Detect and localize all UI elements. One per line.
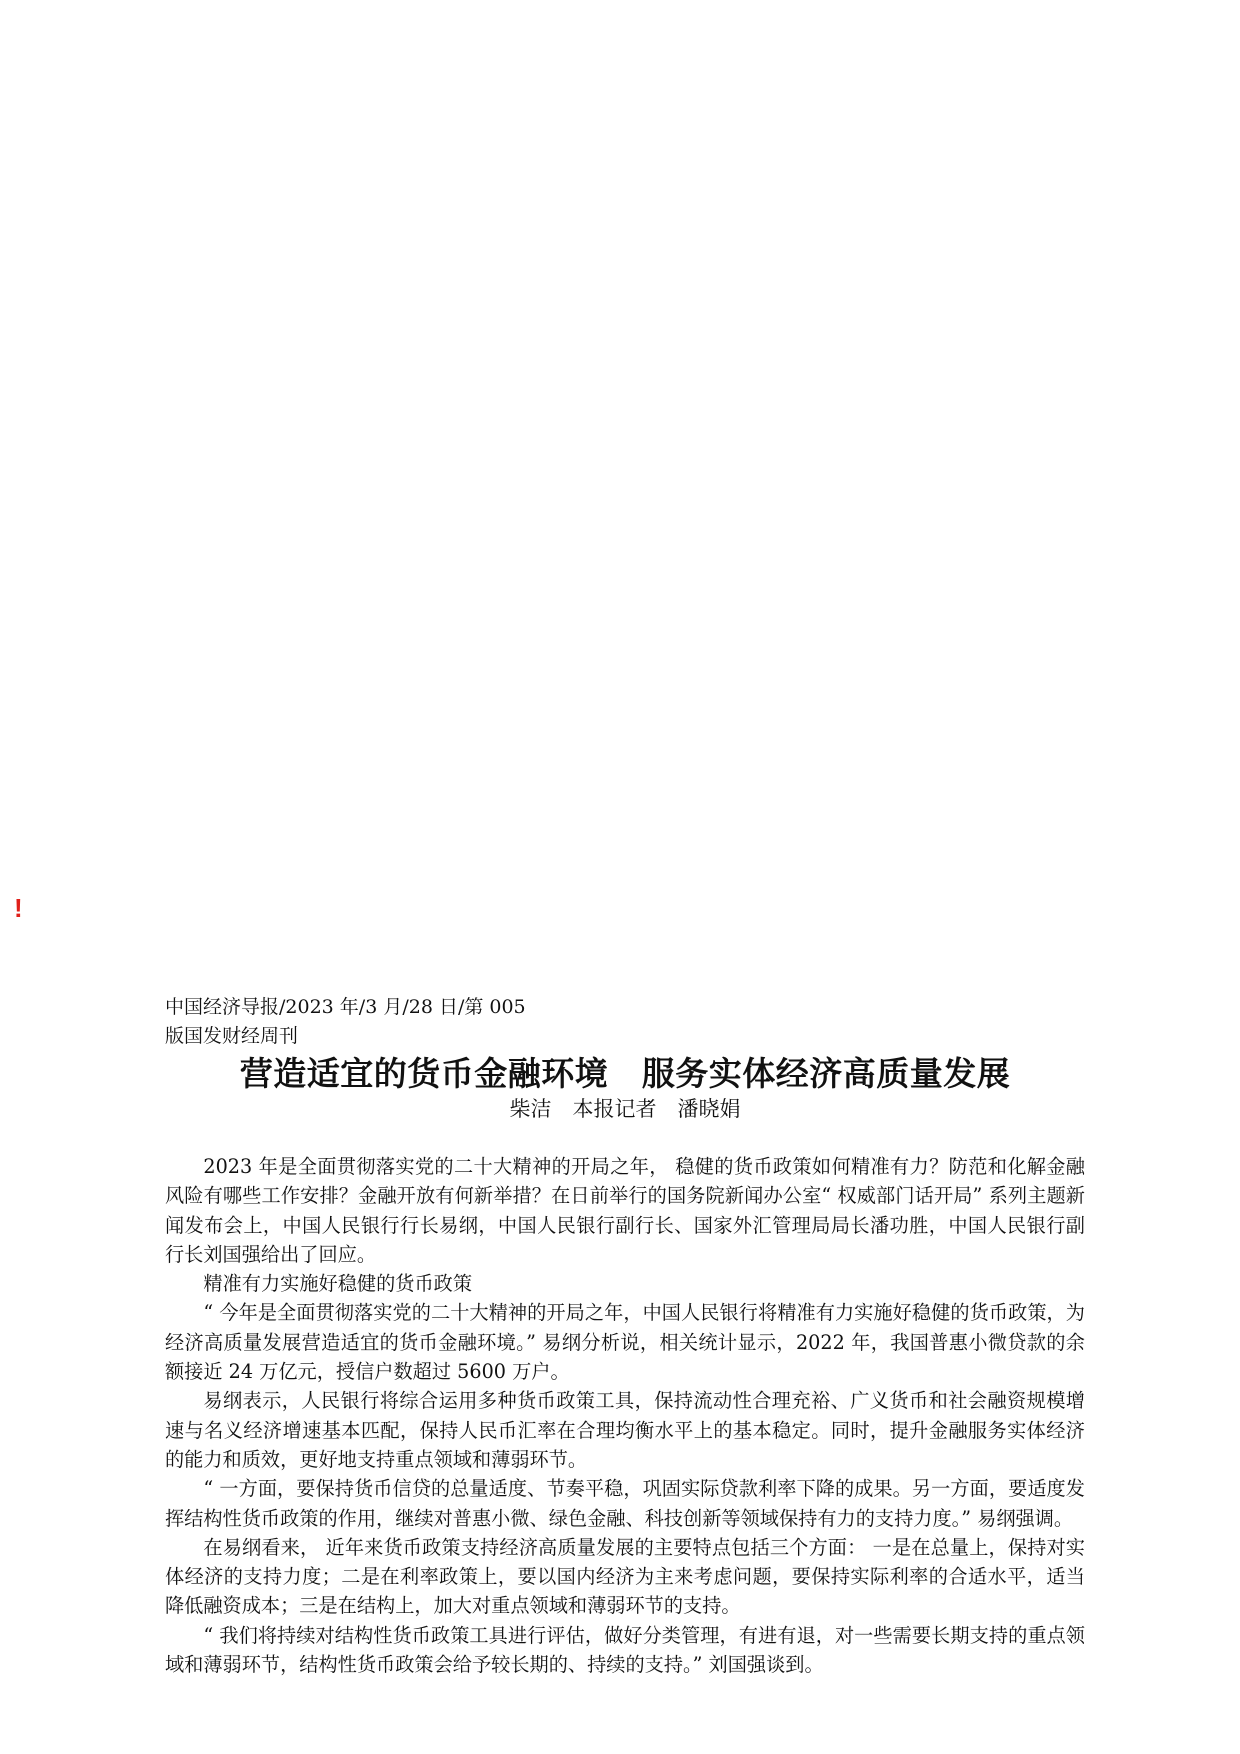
paragraph: “ 一方面，要保持货币信贷的总量适度、节奏平稳，巩固实际贷款利率下降的成果。另一方面，要适度发挥结构性货币政策的作用，继续对普惠小微、绿色金融、科技创新等领域保持有力的支持力度。” 易纲强调。 — [165, 1477, 1085, 1530]
paragraph: “ 我们将持续对结构性货币政策工具进行评估，做好分类管理，有进有退，对一些需要长期支持的重点领域和薄弱环节，结构性货币政策会给予较长期的、持续的支持。” 刘国强谈到。 — [165, 1623, 1085, 1677]
section-heading: 精准有力实施好稳健的货币政策 — [203, 1272, 473, 1296]
paragraph: “ 今年是全面贯彻落实党的二十大精神的开局之年，中国人民银行将精准有力实施好稳健的货币政策，为经济高质量发展营造适宜的货币金融环境。” 易纲分析说，相关统计显示，2022 年，我国普惠小微贷款的余额接近 24 万亿元，授信户数超过 5600 万户。 — [165, 1301, 1085, 1384]
source-line-1: 中国经济导报/2023 年/3 月/28 日/第 005 — [165, 996, 526, 1018]
paragraph: 在易纲看来， 近年来货币政策支持经济高质量发展的主要特点包括三个方面： 一是在总量上，保持对实体经济的支持力度；二是在利率政策上，要以国内经济为主来考虑问题，要保持实际利率的合适水平，适当降低融资成本；三是在结构上，加大对重点领域和薄弱环节的支持。 — [165, 1535, 1085, 1618]
paragraph-intro: 2023 年是全面贯彻落实党的二十大精神的开局之年， 稳健的货币政策如何精准有力？防范和化解金融风险有哪些工作安排？金融开放有何新举措？在日前举行的国务院新闻办公室“ 权威部门话开局” 系列主题新闻发布会上，中国人民银行行长易纲，中国人民银行副行长、国家外汇管理局局长潘功胜，中国人民银行副行长刘国强给出了回应。 — [165, 1155, 1085, 1266]
exclamation-mark: ! — [14, 893, 23, 923]
article — [165, 993, 1085, 1679]
byline: 柴洁 本报记者 潘晓娟 — [509, 1097, 741, 1121]
article-title: 营造适宜的货币金融环境 服务实体经济高质量发展 — [239, 1054, 1011, 1093]
paragraph: 易纲表示，人民银行将综合运用多种货币政策工具，保持流动性合理充裕、广义货币和社会融资规模增速与名义经济增速基本匹配，保持人民币汇率在合理均衡水平上的基本稳定。同时，提升金融服务实体经济的能力和质效，更好地支持重点领域和薄弱环节。 — [165, 1389, 1085, 1471]
source-line-2: 版国发财经周刊 — [165, 1025, 299, 1047]
